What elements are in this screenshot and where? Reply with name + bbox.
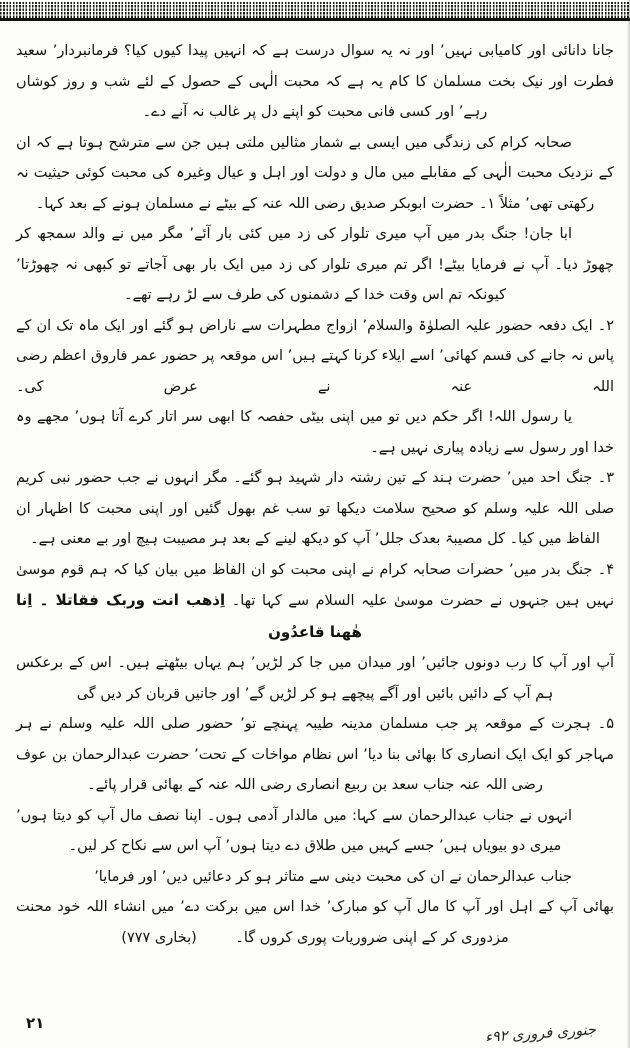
paragraph-abdulrahman-reply-intro: جناب عبدالرحمان نے ان کی محبت دینی سے متاثر ہو کر دعائیں دیں’ اور فرمایا’ bbox=[94, 868, 572, 885]
paragraph-sahaba-examples: صحابہ کرام کی زندگی میں ایسی بے شمار مثالیں ملتی ہیں جن سے مترشح ہوتا ہے کہ ان کے نزدیک محبت الٰہی کے مقابلے میں مال و دولت اور اہل و عیال وغیرہ کی محبت کوئی حیثیت نہ رکھتی تھی’ مثلاً ۱۔ حضرت ابوبکر صدیق رضی اللہ عنہ کے بیٹے نے مسلمان ہونے کے بعد کہا۔ bbox=[16, 134, 614, 212]
arabic-quranic-quote: اِذهب انت وربک فقاتلا ۔ اِنا هٰهنا قاعدُون bbox=[16, 591, 362, 641]
paragraph-lead-text: ۴۔ جنگ بدر میں’ حضرات صحابہ کرام نے اپنی محبت کو ان الفاظ میں بیان کیا کہ ہم قوم موسیٰ نہیں ہیں جنہوں نے حضرت موسیٰ علیہ السلام سے کہا تھا۔ bbox=[16, 561, 614, 609]
paragraph-quote-translation: آپ اور آپ کا رب دونوں جائیں’ اور میدان میں جا کر لڑیں’ ہم یہاں بیٹھتے ہیں۔ اس کے برعکس ہم آپ کے دائیں بائیں اور آگے پیچھے ہو کر لڑیں گے’ اور جانیں قربان کر دیں گی bbox=[16, 655, 614, 702]
issue-date-calligraphy: جنوری فروری ۹۲ء bbox=[484, 1022, 597, 1046]
closing-text: بھائی آپ کے اہل اور آپ کا مال آپ کو مبارک’ خدا اس میں برکت دے’ میں انشاء اللہ خود محنت مزدوری کر کے اپنی ضروریات پوری کروں گا۔ bbox=[16, 899, 614, 946]
paragraph-umar-statement: یا رسول اللہ! اگر حکم دیں تو میں اپنی بیٹی حفصہ کا ابھی سر اتار کرے آتا ہوں’ مجھے وہ خدا اور رسول سے زیادہ پیاری نہیں ہے۔ bbox=[16, 409, 614, 456]
paragraph-example-5-hijrat: ۵۔ ہجرت کے موقعہ پر جب مسلمان مدینہ طیبہ پہنچے تو’ حضور صلی اللہ علیہ وسلم نے ہر مہاجر کو ایک ایک انصاری کا بھائی بنا دیا’ اس نظام مواخات کے تحت’ حضرت عبدالرحمان بن عوف رضی اللہ عنہ جناب سعد بن ربیع انصاری رضی اللہ عنہ کے بھائی قرار پائے۔ bbox=[16, 716, 614, 793]
page-body bbox=[0, 30, 630, 1001]
paragraph-example-3-uhud: ۳۔ جنگ احد میں’ حضرت ہند کے تین رشتہ دار شہید ہو گئے۔ مگر انہوں نے جب حضور نبی کریم صلی اللہ علیہ وسلم کو صحیح سلامت دیکھا تو سب غم بھول گئیں اور اپنی محبت کا اظہار ان الفاظ میں کیا۔ کل مصیبۃ بعدک جلل’ آپ کو دیکھ لینے کے بعد ہر مصیبت ہیچ اور بے معنی ہے۔ bbox=[16, 470, 614, 547]
page-number: ۲۱ bbox=[26, 1014, 45, 1032]
decorative-top-border bbox=[0, 2, 630, 21]
paragraph-saad-offer: انہوں نے جناب عبدالرحمان سے کہا: میں مالدار آدمی ہوں۔ اپنا نصف مال آپ کو دیتا ہوں’ میری دو بیویاں ہیں’ جسے کہیں میں طلاق دے دیتا ہوں’ آپ اس سے نکاح کر لیں۔ bbox=[16, 807, 572, 854]
hadith-reference: (بخاری ۷۷۷) bbox=[121, 929, 197, 946]
paragraph-example-4-badr bbox=[16, 555, 614, 649]
paragraph-abubakr-son: ابا جان! جنگ بدر میں آپ میری تلوار کی زد میں کئی بار آئے’ مگر میں نے والد سمجھ کر چھوڑ دیا۔ آپ نے فرمایا بیٹے! اگر تم میری تلوار کی زد میں ایک بار بھی آجاتے تو کبھی نہ چھوڑتا’ کیونکہ تم اس وقت خدا کے دشمنوں کی طرف سے لڑ رہے تھے۔ bbox=[16, 226, 614, 303]
paragraph-closing-dua bbox=[16, 892, 614, 953]
paragraph-intro: جانا دانائی اور کامیابی نہیں’ اور نہ یہ سوال درست ہے کہ انہیں پیدا کیوں کیا؟ فرمانبردار’ سعید فطرت اور نیک بخت مسلمان کا کام یہ ہے کہ محبت الٰہی کے حصول کے لئے شب و روز کوشاں رہے’ اور کسی فانی محبت کو اپنے دل پر غالب نہ آنے دے۔ bbox=[16, 43, 614, 120]
paragraph-example-2-ilaa: ۲۔ ایک دفعہ حضور علیہ الصلوٰۃ والسلام’ ازواج مطہرات سے ناراض ہو گئے اور ایک ماہ تک ان کے پاس نہ جانے کی قسم کھائی’ اسے ایلاء کرنا کہتے ہیں’ اس موقعہ پر حضور عمر فاروق اعظم رضی اللہ عنہ نے عرض کی۔ bbox=[16, 317, 614, 395]
